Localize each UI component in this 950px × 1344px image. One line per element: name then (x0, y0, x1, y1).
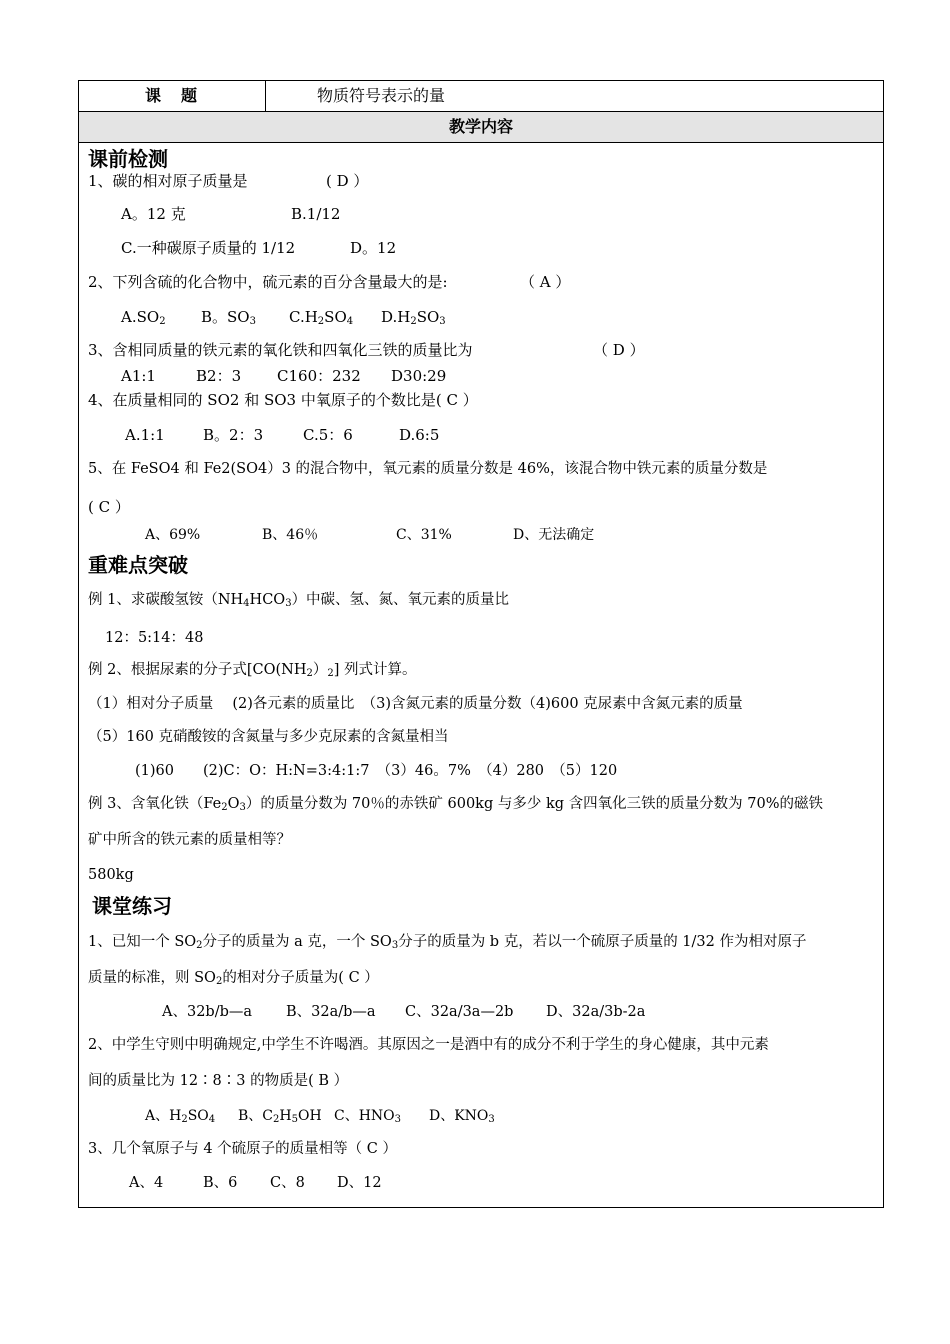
option-c: C、8 (270, 1175, 305, 1191)
question-1 (88, 171, 369, 191)
section-key-points: 重难点突破 (88, 553, 188, 577)
option-d: D、无法确定 (513, 527, 595, 543)
option-b: B。2：3 (203, 426, 264, 444)
option-a: A.1:1 (125, 426, 165, 444)
example-2-answers: (1)60 (2)C：O：H:N=3:4:1:7 （3）46。7% （4）280 （5）120 (135, 763, 618, 779)
option-b: B2：3 (196, 367, 242, 385)
option-a: A。12 克 (121, 205, 186, 223)
option-d: $D.H_2SO_3$ (381, 308, 446, 327)
option-b: B、$C_2H_5OH$ (238, 1108, 322, 1125)
option-b: B、46％ (262, 527, 319, 543)
practice-2-options (145, 1106, 495, 1126)
option-b: B、6 (203, 1175, 238, 1191)
content-heading: 教学内容 (79, 112, 883, 143)
option-d: D、12 (337, 1175, 382, 1191)
question-5: 5、在 FeSO4 和 Fe2(SO4）3 的混合物中，氧元素的质量分数是 46%，该混合物中铁元素的质量分数是 (88, 461, 768, 477)
example-2: 例 2、根据尿素的分子式$[CO(NH_2)_2]$ 列式计算。 (88, 662, 417, 679)
practice-1-continued: 质量的标准，则 $SO_2$的相对分子质量为( C ） (88, 970, 379, 987)
question-3-answer: （ D ） (593, 341, 645, 359)
example-2-parts-1: （1）相对分子质量 (2)各元素的质量比 （3)含氮元素的质量分数（4)600 克尿素中含氮元素的质量 (88, 696, 743, 712)
practice-3: 3、几个氧原子与 4 个硫原子的质量相等（ C ） (88, 1141, 397, 1157)
question-2-stem: 2、下列含硫的化合物中，硫元素的百分含量最大的是: (88, 273, 448, 291)
lesson-table (78, 80, 884, 1208)
practice-1: 1、已知一个 $SO_2$分子的质量为 a 克，一个 $SO_3$分子的质量为 b 克，若以一个硫原子质量的 1/32 作为相对原子 (88, 934, 807, 951)
question-3-options (121, 366, 447, 386)
example-3-continued: 矿中所含的铁元素的质量相等？ (88, 832, 291, 848)
option-c: C.一种碳原子质量的 1/12 (121, 239, 296, 257)
option-d: D.6:5 (399, 426, 440, 444)
title-row (79, 81, 883, 112)
example-1-answer: 12：5:14：48 (105, 630, 204, 646)
option-a: A、69% (145, 527, 201, 543)
option-a: A、32b/b—a (162, 1004, 253, 1020)
example-2-parts-2: （5）160 克硝酸铵的含氮量与多少克尿素的含氮量相当 (88, 729, 449, 745)
option-c: C160：232 (277, 367, 361, 385)
option-a: A、4 (129, 1175, 164, 1191)
section-practice: 课堂练习 (92, 894, 172, 918)
practice-1-options (162, 1002, 646, 1022)
question-3-stem: 3、含相同质量的铁元素的氧化铁和四氧化三铁的质量比为 (88, 341, 473, 359)
example-1: 例 1、求碳酸氢铵$(NH_4HCO_3)$中碳、氢、氮、氧元素的质量比 (88, 592, 510, 609)
practice-3-options (129, 1173, 382, 1193)
question-3 (88, 340, 645, 360)
option-c: $C.H_2SO_4$ (289, 308, 354, 327)
question-1-answer: ( D ） (326, 172, 369, 190)
option-d: D30:29 (391, 367, 447, 385)
question-1-stem: 1、碳的相对原子质量是 (88, 172, 248, 190)
option-c: C、31% (396, 527, 452, 543)
option-c: C.5：6 (303, 426, 353, 444)
topic-label: 课 题 (79, 81, 266, 111)
option-d: D、$KNO_3$ (429, 1108, 495, 1125)
option-b: B.1/12 (291, 205, 341, 223)
question-4-options (125, 425, 440, 445)
example-3-answer: 580kg (88, 867, 134, 883)
option-d: D。12 (350, 239, 397, 257)
section-pre-test: 课前检测 (88, 147, 168, 171)
question-2-options (121, 307, 446, 327)
practice-2-continued: 间的质量比为 12∶8∶3 的物质是( B ） (88, 1073, 349, 1089)
question-2 (88, 272, 571, 292)
option-d: D、32a/3b-2a (546, 1004, 646, 1020)
question-5-options (145, 525, 595, 545)
question-1-options-cd (121, 238, 397, 258)
option-a: $A.SO_2$ (121, 308, 166, 327)
example-3: 例 3、含氧化铁$(Fe_2O_3)$的质量分数为 70％的赤铁矿 600kg 与多少 kg 含四氧化三铁的质量分数为 70%的磁铁 (88, 796, 823, 813)
question-2-answer: （ A ） (520, 273, 571, 291)
option-c: C、$HNO_3$ (334, 1108, 402, 1125)
question-1-options-ab (121, 204, 341, 224)
option-c: C、32a/3a—2b (405, 1004, 514, 1020)
practice-2: 2、中学生守则中明确规定,中学生不许喝酒。其原因之一是酒中有的成分不利于学生的身心健康，其中元素 (88, 1037, 769, 1053)
option-b: B。$SO_3$ (201, 308, 256, 327)
option-b: B、32a/b—a (286, 1004, 376, 1020)
question-4: 4、在质量相同的 SO2 和 SO3 中氧原子的个数比是( C ） (88, 391, 478, 409)
option-a: A、$H_2SO_4$ (145, 1108, 216, 1125)
topic-value: 物质符号表示的量 (317, 86, 446, 105)
question-5-answer: ( C ） (88, 498, 130, 516)
option-a: A1:1 (121, 367, 156, 385)
